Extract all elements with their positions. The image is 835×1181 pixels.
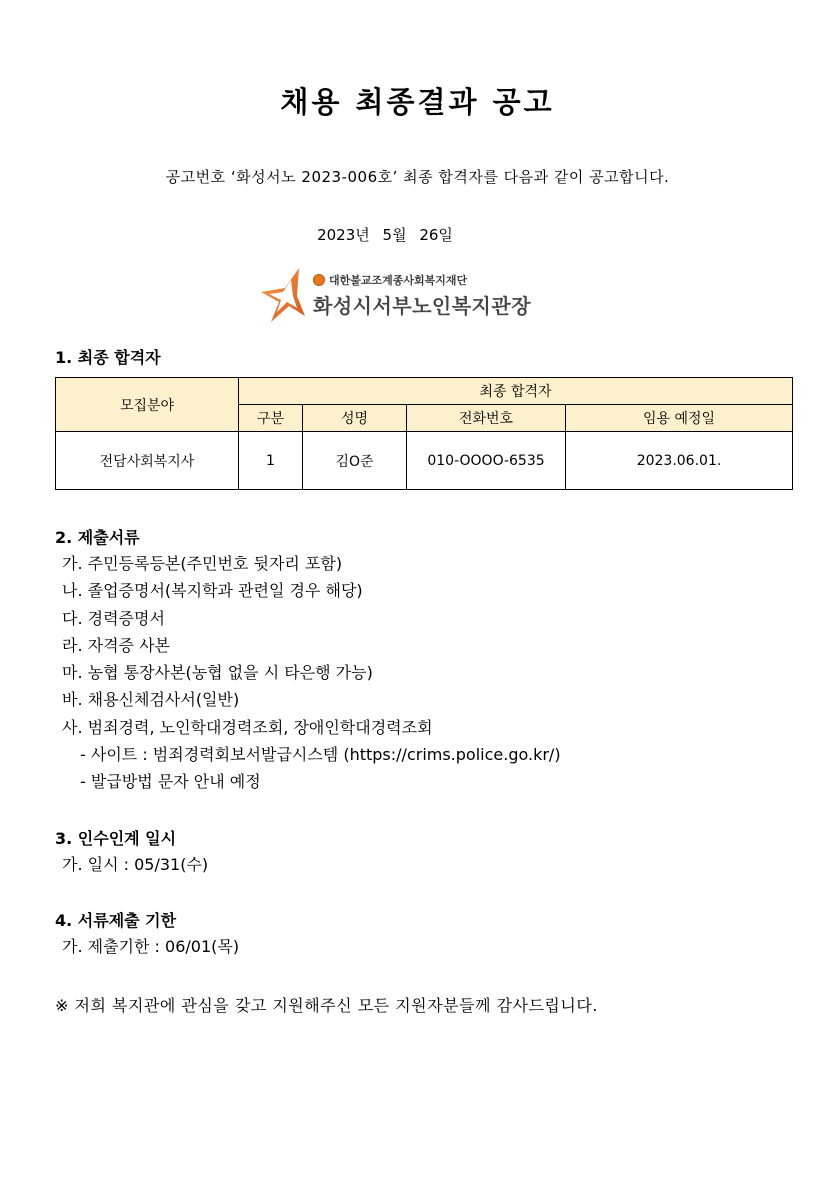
intro-text: 공고번호 ‘화성서노 2023-006호’ 최종 합격자를 다음과 같이 공고합니다. [165, 168, 670, 186]
header-field: 모집분야 [56, 378, 239, 432]
logo-org-text: 대한불교조계종사회복지재단 [329, 274, 468, 287]
list-item: 가. 제출기한 : 06/01(목) [62, 937, 240, 956]
section3-heading: 3. 인수인계 일시 [55, 829, 177, 848]
list-item: 가. 일시 : 05/31(수) [62, 855, 209, 874]
list-item: 바. 채용신체검사서(일반) [62, 690, 240, 710]
announcement-date: 2023년 5월 26일 [317, 226, 453, 244]
list-item: 사. 범죄경력, 노인학대경력조회, 장애인학대경력조회 [62, 717, 433, 737]
header-date: 임용 예정일 [566, 405, 793, 432]
logo-name: 화성시서부노인복지관장 [313, 294, 532, 318]
cell-phone: 010-OOOO-6535 [407, 432, 566, 490]
section4-list [62, 933, 239, 960]
header-group: 최종 합격자 [239, 378, 793, 405]
list-subitem: - 사이트 : 범죄경력회보서발급시스템 (https://crims.police.go.kr/) [80, 745, 561, 765]
result-table [55, 377, 793, 490]
cell-no: 1 [239, 432, 303, 490]
table-row [56, 432, 793, 490]
section2-list [62, 550, 561, 796]
organization-logo [255, 266, 555, 326]
section4-heading: 4. 서류제출 기한 [55, 911, 177, 930]
header-phone: 전화번호 [407, 405, 566, 432]
cell-field: 전담사회복지사 [56, 432, 239, 490]
cell-date: 2023.06.01. [566, 432, 793, 490]
list-item: 마. 농협 통장사본(농협 없을 시 타은행 가능) [62, 663, 373, 683]
section1-heading: 1. 최종 합격자 [55, 348, 161, 367]
section3-list [62, 851, 208, 878]
section2-heading: 2. 제출서류 [55, 528, 140, 547]
list-subitem: - 발급방법 문자 안내 예정 [80, 772, 261, 792]
closing-note: ※ 저희 복지관에 관심을 갖고 지원해주신 모든 지원자분들께 감사드립니다. [55, 996, 598, 1015]
foundation-emblem-icon [313, 274, 325, 286]
list-item: 나. 졸업증명서(복지학과 관련일 경우 해당) [62, 581, 363, 601]
header-no: 구분 [239, 405, 303, 432]
cell-name: 김O준 [303, 432, 407, 490]
logo-star-icon [255, 266, 309, 324]
list-item: 다. 경력증명서 [62, 608, 165, 628]
logo-org [313, 272, 467, 288]
header-name: 성명 [303, 405, 407, 432]
list-item: 가. 주민등록등본(주민번호 뒷자리 포함) [62, 554, 343, 573]
page-title: 채용 최종결과 공고 [280, 85, 555, 119]
list-item: 라. 자격증 사본 [62, 635, 170, 655]
